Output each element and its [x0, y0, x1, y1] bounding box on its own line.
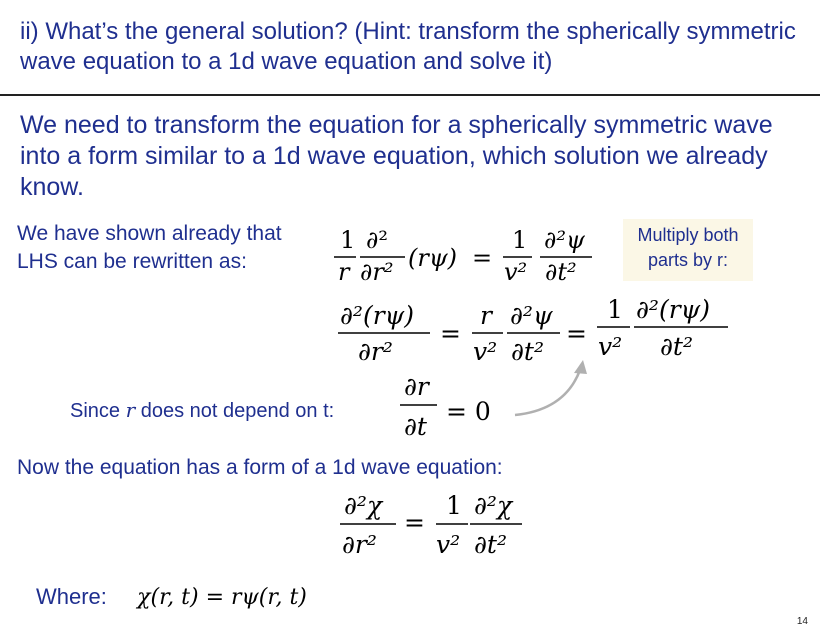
equation-1d-wave: [340, 491, 522, 559]
svg-text:=: =: [472, 244, 493, 272]
question-title: ii) What’s the general solution? (Hint: transform the spherically symmetric wave equation to a 1d wave equation and solve it): [20, 18, 796, 75]
hint-line-2: parts by r:: [647, 250, 729, 270]
svg-text:∂t²: ∂t²: [511, 337, 544, 366]
svg-text:∂r: ∂r: [404, 372, 429, 401]
svg-text:=: =: [566, 319, 587, 348]
equation-spherical-wave: [334, 226, 592, 286]
svg-text:∂²χ: ∂²χ: [344, 491, 383, 520]
svg-text:∂²ψ: ∂²ψ: [544, 226, 585, 254]
svg-text:v²: v²: [473, 337, 498, 366]
svg-text:r: r: [338, 258, 350, 286]
svg-text:v²: v²: [436, 530, 461, 559]
lhs-line-1: We have shown already that: [17, 222, 282, 245]
svg-text:∂²χ: ∂²χ: [474, 491, 513, 520]
svg-text:1: 1: [607, 295, 623, 324]
svg-text:1: 1: [446, 491, 462, 520]
svg-text:1: 1: [340, 226, 356, 254]
equation-dr-dt: [400, 372, 491, 441]
curved-arrow: [515, 360, 587, 415]
svg-text:(rψ): (rψ): [408, 244, 458, 272]
svg-text:∂t²: ∂t²: [474, 530, 507, 559]
svg-text:∂r²: ∂r²: [360, 258, 394, 286]
lhs-line-2: LHS can be rewritten as:: [17, 250, 247, 273]
svg-text:1: 1: [512, 226, 528, 254]
svg-text:∂t²: ∂t²: [545, 258, 577, 286]
svg-text:v²: v²: [504, 258, 528, 286]
since-pre: Since: [70, 400, 126, 422]
svg-text:∂r²: ∂r²: [358, 337, 393, 366]
svg-text:∂²: ∂²: [366, 226, 389, 254]
svg-text:=: =: [440, 319, 461, 348]
since-var: r: [125, 398, 136, 422]
svg-text:∂²(rψ): ∂²(rψ): [340, 301, 415, 330]
svg-text:∂t²: ∂t²: [660, 332, 693, 361]
svg-text:∂r²: ∂r²: [342, 530, 377, 559]
intro-paragraph: We need to transform the equation for a spherically symmetric wave into a form similar to a 1d wave equation, which solution we already know.: [20, 111, 773, 201]
svg-text:∂²(rψ): ∂²(rψ): [636, 295, 711, 324]
svg-text:v²: v²: [598, 332, 623, 361]
where-label: Where:: [36, 584, 107, 609]
page-number: 14: [796, 616, 808, 627]
now-statement: Now the equation has a form of a 1d wave equation:: [17, 456, 503, 479]
svg-text:=: =: [404, 508, 425, 537]
hint-line-1: Multiply both: [637, 225, 739, 245]
svg-text:∂t: ∂t: [404, 412, 427, 441]
equation-transformed: [338, 295, 728, 366]
svg-text:r: r: [480, 301, 492, 330]
svg-text:= 0: = 0: [446, 397, 491, 426]
since-post: does not depend on t:: [135, 400, 335, 422]
where-formula: χ(r, t) = rψ(r, t): [137, 585, 307, 610]
svg-text:∂²ψ: ∂²ψ: [510, 301, 553, 330]
